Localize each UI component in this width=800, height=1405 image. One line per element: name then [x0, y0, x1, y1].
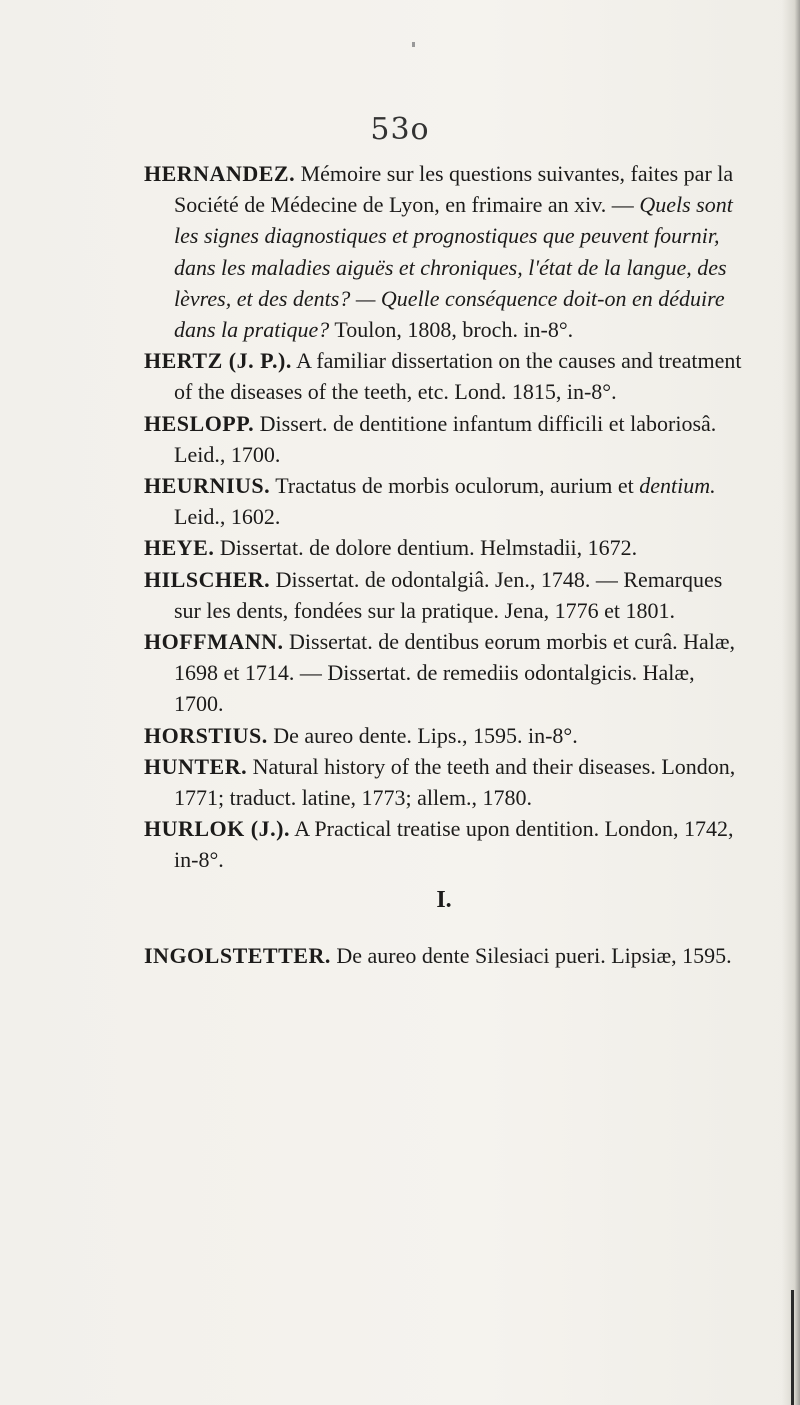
entry-title-italic: dentium. [639, 473, 716, 499]
entry-hurlok [144, 813, 744, 875]
entry-author: HOFFMANN. [144, 629, 284, 655]
section-heading-i: I. [436, 886, 452, 913]
entry-heurnius [144, 470, 744, 532]
bibliography-text [144, 158, 744, 971]
entry-text: Dissertat. de dentibus eorum morbis et curâ. Halæ, 1698 et 1714. — Dissertat. de remediis odontalgicis. Halæ, 1700. [174, 629, 736, 717]
entry-text: Toulon, 1808, broch. in-8°. [329, 317, 574, 343]
entry-title-italic: Quels sont les signes diagnostiques et prognostiques que peuvent fournir, dans les maladies aiguës et chroniques, l'état de la langue, des lèvres, et des dents? — Quelle conséquence doit-on en déduire dans la pratique? [174, 192, 733, 343]
entry-hernandez [144, 158, 744, 345]
entry-author: HESLOPP. [144, 410, 255, 436]
entry-text: De aureo dente. Lips., 1595. in-8°. [267, 722, 578, 748]
page-number: 53o [370, 112, 430, 147]
entry-author: HERTZ (J. P.). [144, 348, 292, 374]
entry-author: HEYE. [144, 535, 215, 561]
entry-horstius [144, 720, 744, 751]
entry-author: INGOLSTETTER. [144, 942, 331, 968]
entry-author: HORSTIUS. [144, 722, 268, 748]
binding-edge [791, 1290, 794, 1405]
entry-hunter [144, 751, 744, 813]
entry-text: De aureo dente Silesiaci pueri. Lipsiæ, 1595. [330, 942, 732, 968]
entry-text: Dissertat. de dolore dentium. Helmstadii, 1672. [214, 535, 638, 561]
entry-text: Leid., 1602. [174, 504, 281, 530]
entry-text: Dissertat. de odontalgiâ. Jen., 1748. — Remarques sur les dents, fondées sur la pratique. Jena, 1776 et 1801. [174, 566, 723, 623]
page-edge-shadow [782, 0, 800, 1405]
entry-ingolstetter [144, 940, 744, 971]
entry-text: Natural history of the teeth and their diseases. London, 1771; traduct. latine, 1773; allem., 1780. [174, 753, 736, 811]
entry-heslopp [144, 408, 744, 470]
entry-text: Dissert. de dentitione infantum difficili et laboriosâ. Leid., 1700. [174, 410, 717, 467]
entry-author: HERNANDEZ. [144, 161, 296, 186]
entry-author: HURLOK (J.). [144, 816, 290, 842]
entry-heye [144, 532, 744, 563]
speck [412, 42, 415, 47]
entry-text: A Practical treatise upon dentition. London, 1742, in-8°. [174, 816, 734, 873]
entry-author: HEURNIUS. [144, 473, 271, 499]
entry-hoffmann [144, 626, 744, 720]
entry-text: A familiar dissertation on the causes and treatment of the diseases of the teeth, etc. Lond. 1815, in-8°. [174, 348, 742, 405]
entry-hilscher [144, 564, 744, 626]
entry-hertz [144, 345, 744, 407]
entry-author: HILSCHER. [144, 566, 271, 592]
entry-text: Tractatus de morbis oculorum, aurium et [270, 473, 640, 499]
entry-author: HUNTER. [144, 753, 248, 779]
entry-text: Mémoire sur les questions suivantes, faites par la Société de Médecine de Lyon, en frimaire an xiv. — [174, 161, 734, 218]
